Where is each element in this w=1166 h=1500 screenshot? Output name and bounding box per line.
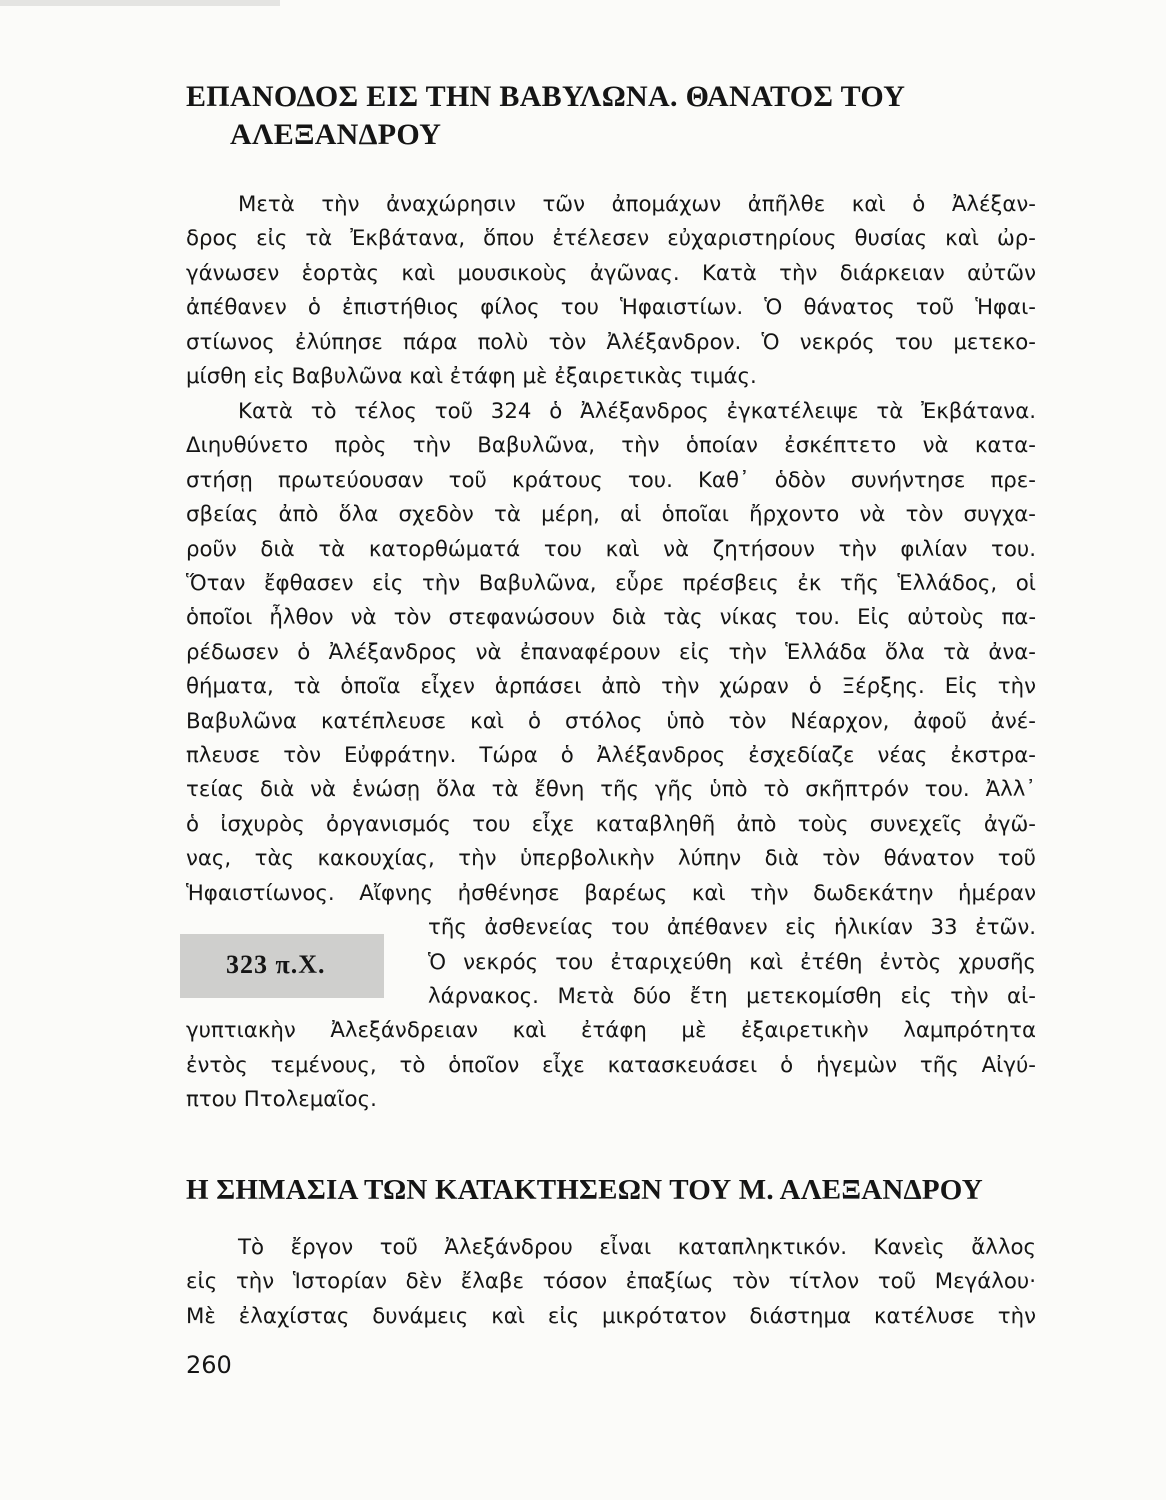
text-line: ἀπέθανεν ὁ ἐπιστήθιος φίλος του Ἡφαιστίων. Ὁ θάνατος τοῦ Ἡφαι- [186,295,1036,321]
text-line: δρος εἰς τὰ Ἐκβάτανα, ὅπου ἐτέλεσεν εὐχαριστηρίους θυσίας καὶ ὠρ- [186,226,1036,252]
text-line-beside-note: λάρνακος. Μετὰ δύο ἔτη μετεκομίσθη εἰς τὴν αἰ- [428,983,1036,1009]
text-line: Ὅταν ἔφθασεν εἰς τὴν Βαβυλῶνα, εὗρε πρέσβεις ἐκ τῆς Ἑλλάδος, οἱ [186,571,1036,597]
text-line: μίσθη εἰς Βαβυλῶνα καὶ ἐτάφη μὲ ἐξαιρετικὰς τιμάς. [186,364,757,390]
scan-edge-mark [0,0,280,6]
section-return-to-babylon [186,78,1036,154]
text-line: Ἡφαιστίωνος. Αἴφνης ἠσθένησε βαρέως καὶ τὴν δωδεκάτην ἡμέραν [186,880,1036,906]
margin-note-date: 323 π.Χ. [226,950,326,979]
text-line: Μὲ ἐλαχίστας δυνάμεις καὶ εἰς μικρότατον διάστημα κατέλυσε τὴν [186,1303,1036,1329]
text-line-beside-note: Ὁ νεκρός του ἐταριχεύθη καὶ ἐτέθη ἐντὸς χρυσῆς [428,949,1036,975]
text-line: σβείας ἀπὸ ὅλα σχεδὸν τὰ μέρη, αἱ ὁποῖαι ἤρχοντο νὰ τὸν συγχα- [186,502,1036,528]
text-line: τείας διὰ νὰ ἑνώσῃ ὅλα τὰ ἔθνη τῆς γῆς ὑπὸ τὸ σκῆπτρόν του. Ἀλλ᾽ [186,777,1036,803]
page-number: 260 [186,1351,232,1379]
text-line-beside-note: τῆς ἀσθενείας του ἀπέθανεν εἰς ἡλικίαν 33 ἐτῶν. [428,915,1036,941]
text-line: ὁ ἰσχυρὸς ὀργανισμός του εἶχε καταβληθῆ ἀπὸ τοὺς συνεχεῖς ἀγῶ- [186,811,1036,837]
text-line: γυπτιακὴν Ἀλεξάνδρειαν καὶ ἐτάφη μὲ ἐξαιρετικὴν λαμπρότητα [186,1018,1036,1044]
text-line: στίωνος ἐλύπησε πάρα πολὺ τὸν Ἀλέξανδρον. Ὁ νεκρός του μετεκο- [186,329,1036,355]
paragraph-death-of-alexander [186,395,1036,1118]
heading-line-2: ΑΛΕΞΑΝΔΡΟΥ [230,118,442,151]
book-page [186,78,1036,1418]
section-significance [186,1171,1036,1209]
section-heading [186,78,1036,154]
section-heading: Η ΣΗΜΑΣΙΑ ΤΩΝ ΚΑΤΑΚΤΗΣΕΩΝ ΤΟΥ Μ. ΑΛΕΞΑΝΔΡΟΥ [186,1174,983,1206]
text-line: Διηυθύνετο πρὸς τὴν Βαβυλῶνα, τὴν ὁποίαν ἐσκέπτετο νὰ κατα- [186,433,1036,459]
text-line: ἐντὸς τεμένους, τὸ ὁποῖον εἶχε κατασκευάσει ὁ ἡγεμὼν τῆς Αἰγύ- [186,1052,1036,1078]
text-line: θήματα, τὰ ὁποῖα εἶχεν ἁρπάσει ἀπὸ τὴν χώραν ὁ Ξέρξης. Εἰς τὴν [186,674,1036,700]
text-line: γάνωσεν ἑορτὰς καὶ μουσικοὺς ἀγῶνας. Κατὰ τὴν διάρκειαν αὐτῶν [186,260,1036,286]
text-line: ροῦν διὰ τὰ κατορθώματά του καὶ νὰ ζητήσουν τὴν φιλίαν του. [186,536,1036,562]
text-line: Τὸ ἔργον τοῦ Ἀλεξάνδρου εἶναι καταπληκτικόν. Κανεὶς ἄλλος [238,1235,1036,1260]
text-line: Μετὰ τὴν ἀναχώρησιν τῶν ἀπομάχων ἀπῆλθε καὶ ὁ Ἀλέξαν- [238,192,1036,217]
paragraph-ekbatana [186,188,1036,394]
text-line: Κατὰ τὸ τέλος τοῦ 324 ὁ Ἀλέξανδρος ἐγκατέλειψε τὰ Ἐκβάτανα. [238,399,1036,424]
text-line: Βαβυλῶνα κατέπλευσε καὶ ὁ στόλος ὑπὸ τὸν Νέαρχον, ἀφοῦ ἀνέ- [186,708,1036,734]
text-line: εἰς τὴν Ἱστορίαν δὲν ἔλαβε τόσον ἐπαξίως τὸν τίτλον τοῦ Μεγάλου· [186,1269,1036,1295]
text-line: πλευσε τὸν Εὐφράτην. Τώρα ὁ Ἀλέξανδρος ἐσχεδίαζε νέας ἐκστρα- [186,743,1036,769]
text-line: νας, τὰς κακουχίας, τὴν ὑπερβολικὴν λύπην διὰ τὸν θάνατον τοῦ [186,846,1036,872]
text-line: ρέδωσεν ὁ Ἀλέξανδρος νὰ ἐπαναφέρουν εἰς τὴν Ἑλλάδα ὅλα τὰ ἀνα- [186,639,1036,665]
paragraph-significance [186,1231,1036,1334]
text-line: στήσῃ πρωτεύουσαν τοῦ κράτους του. Καθ᾽ ὁδὸν συνήντησε πρε- [186,467,1036,493]
text-line: πτου Πτολεμαῖος. [186,1087,377,1113]
text-line: ὁποῖοι ἦλθον νὰ τὸν στεφανώσουν διὰ τὰς νίκας του. Εἰς αὐτοὺς πα- [186,605,1036,631]
heading-line-1: ΕΠΑΝΟΔΟΣ ΕΙΣ ΤΗΝ ΒΑΒΥΛΩΝΑ. ΘΑΝΑΤΟΣ ΤΟΥ [186,80,906,113]
